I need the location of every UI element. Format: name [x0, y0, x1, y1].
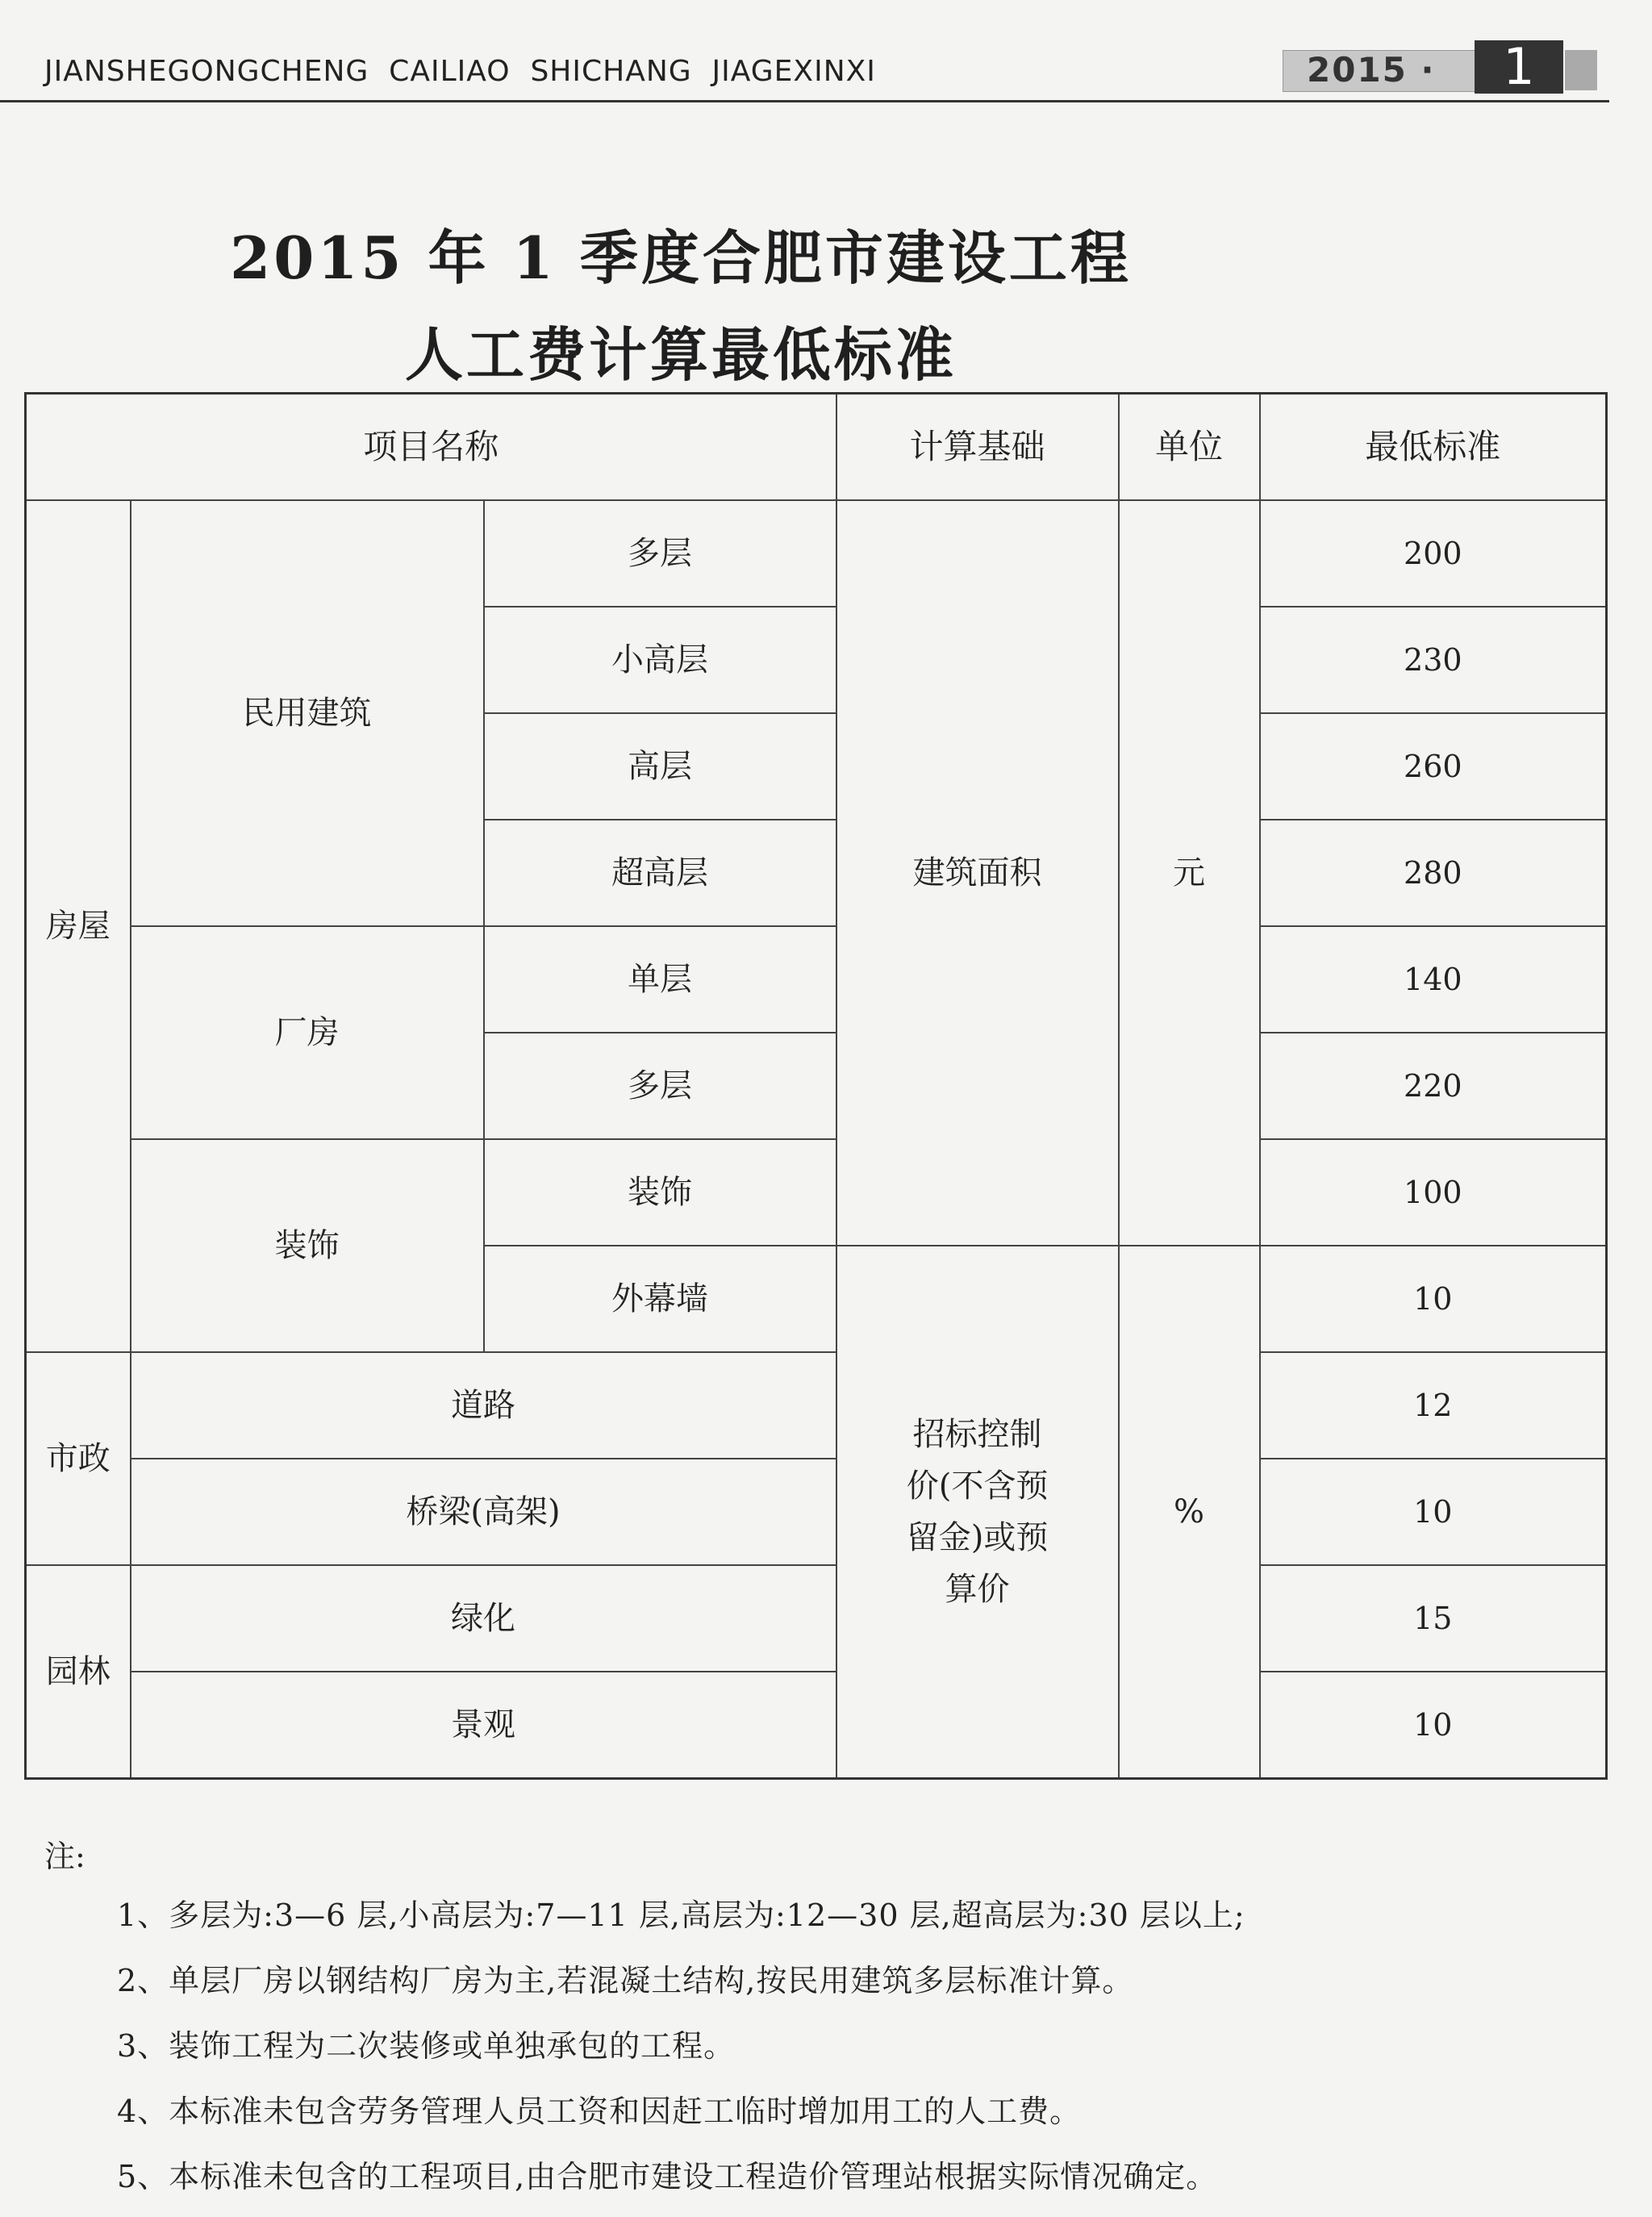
notes-title: 注:	[44, 1839, 86, 1874]
table-header-row	[26, 394, 1607, 501]
unit-yuan: 元	[1119, 500, 1260, 1246]
value-road: 12	[1260, 1352, 1607, 1459]
journal-name: JIANSHEGONGCHENG CAILIAO SHICHANG JIAGEXINXI	[44, 55, 876, 88]
category-municipal: 市政	[26, 1352, 131, 1565]
value-civil-small-high: 230	[1260, 607, 1607, 713]
value-greening: 15	[1260, 1565, 1607, 1672]
table-row	[26, 926, 1607, 1033]
value-factory-single: 140	[1260, 926, 1607, 1033]
item-civil-super-high: 超高层	[484, 820, 836, 926]
issue-box-tail	[1565, 50, 1597, 90]
value-curtain-wall: 10	[1260, 1246, 1607, 1352]
table-row	[26, 500, 1607, 607]
notes-section	[44, 1831, 1577, 2217]
basis-building-area: 建筑面积	[836, 500, 1119, 1246]
note-item: 3、装饰工程为二次装修或单独承包的工程。	[117, 2028, 736, 2064]
title-line-1: 2015 年 1 季度合肥市建设工程	[230, 223, 1132, 292]
basis-tender-line-3: 留金)或预	[906, 1519, 1049, 1556]
table-row	[26, 1565, 1607, 1672]
item-bridge: 桥梁(高架)	[131, 1459, 836, 1565]
value-civil-super-high: 280	[1260, 820, 1607, 926]
title-line-2: 人工费计算最低标准	[404, 320, 957, 389]
value-bridge: 10	[1260, 1459, 1607, 1565]
table-row	[26, 1459, 1607, 1565]
value-decoration: 100	[1260, 1139, 1607, 1246]
value-factory-multi: 220	[1260, 1033, 1607, 1139]
note-item: 1、多层为:3—6 层,小高层为:7—11 层,高层为:12—30 层,超高层为:30 层以上;	[117, 1898, 1245, 1933]
subcategory-factory: 厂房	[131, 926, 484, 1139]
note-item: 4、本标准未包含劳务管理人员工资和因赶工临时增加用工的人工费。	[117, 2094, 1082, 2129]
header-min-standard: 最低标准	[1260, 394, 1607, 501]
item-greening: 绿化	[131, 1565, 836, 1672]
basis-tender-line-1: 招标控制	[912, 1416, 1042, 1453]
value-landscape: 10	[1260, 1672, 1607, 1779]
issue-year: 2015 ·	[1307, 50, 1436, 90]
note-item: 5、本标准未包含的工程项目,由合肥市建设工程造价管理站根据实际情况确定。	[117, 2159, 1218, 2194]
value-civil-multi: 200	[1260, 500, 1607, 607]
item-factory-multi: 多层	[484, 1033, 836, 1139]
item-landscape: 景观	[131, 1672, 836, 1779]
subcategory-civil: 民用建筑	[131, 500, 484, 926]
table-row	[26, 1352, 1607, 1459]
running-header	[0, 37, 1609, 102]
value-civil-high: 260	[1260, 713, 1607, 820]
issue-number: 1	[1475, 40, 1563, 94]
item-curtain-wall: 外幕墙	[484, 1246, 836, 1352]
subcategory-decoration: 装饰	[131, 1139, 484, 1352]
header-unit: 单位	[1119, 394, 1260, 501]
header-item-name: 项目名称	[26, 394, 836, 501]
item-civil-high: 高层	[484, 713, 836, 820]
category-house: 房屋	[26, 500, 131, 1352]
item-factory-single: 单层	[484, 926, 836, 1033]
note-item: 2、单层厂房以钢结构厂房为主,若混凝土结构,按民用建筑多层标准计算。	[117, 1963, 1134, 1998]
unit-percent: %	[1119, 1246, 1260, 1779]
basis-tender-control-price	[836, 1246, 1119, 1779]
item-road: 道路	[131, 1352, 836, 1459]
table-row	[26, 1139, 1607, 1246]
item-civil-small-high: 小高层	[484, 607, 836, 713]
header-calc-basis: 计算基础	[836, 394, 1119, 501]
item-decoration: 装饰	[484, 1139, 836, 1246]
labor-cost-standard-table	[24, 392, 1608, 1780]
table-row	[26, 1672, 1607, 1779]
category-garden: 园林	[26, 1565, 131, 1779]
basis-tender-line-4: 算价	[945, 1571, 1010, 1608]
basis-tender-line-2: 价(不含预	[906, 1468, 1049, 1505]
item-civil-multi: 多层	[484, 500, 836, 607]
